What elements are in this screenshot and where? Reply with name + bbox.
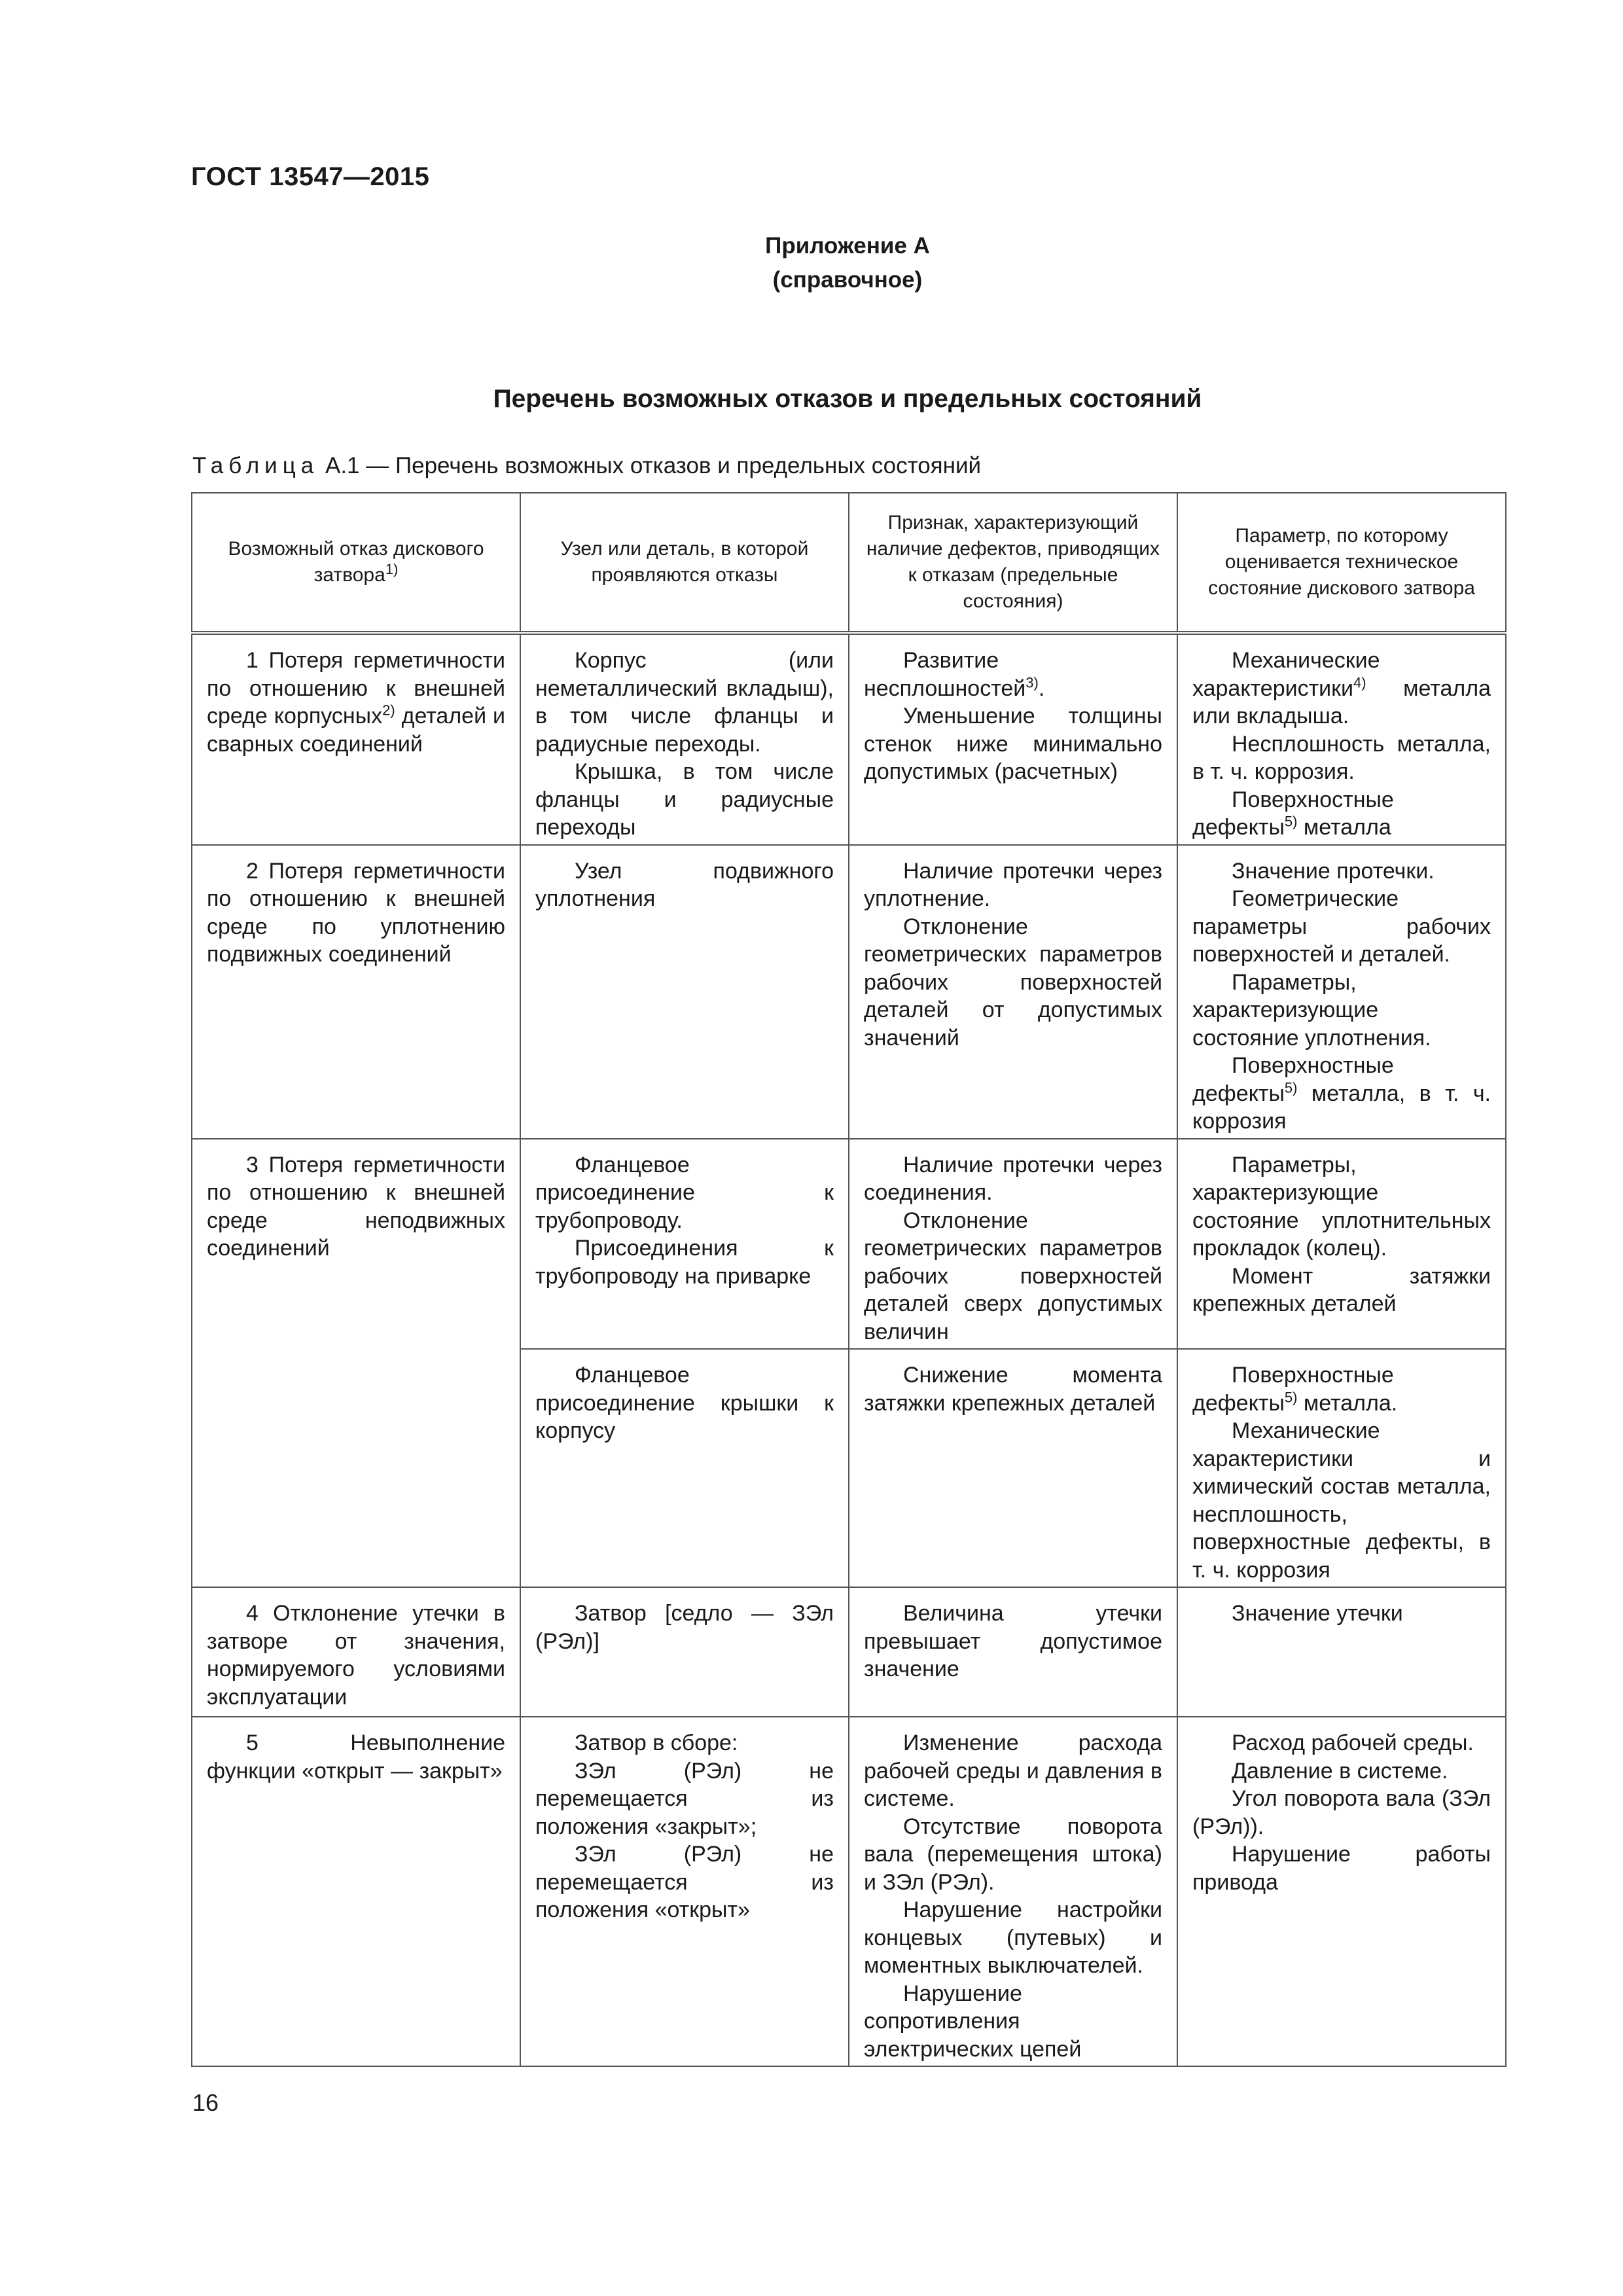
cell-sign: Снижение момента затяжки крепежных деталей [849, 1349, 1177, 1587]
page-number: 16 [192, 2089, 219, 2116]
table-header-row [192, 493, 1506, 633]
cell-sign: Наличие протечки через соединения. Отклонение геометрических параметров рабочих поверхностей деталей сверх допустимых величин [849, 1139, 1177, 1350]
appendix-heading [0, 229, 1623, 297]
cell-sign: Изменение расхода рабочей среды и давления в системе. Отсутствие поворота вала (перемещения штока) и ЗЭл (РЭл). Нарушение настройки концевых (путевых) и моментных выключателей. Нарушение сопротивления электрических цепей [849, 1717, 1177, 2066]
header-sign: Признак, характеризующий наличие дефектов, приводящих к отказам (предельные состояния) [849, 493, 1177, 633]
header-unit: Узел или деталь, в которой проявляются отказы [520, 493, 849, 633]
cell-sign: Наличие протечки через уплотнение. Отклонение геометрических параметров рабочих поверхностей деталей от допустимых значений [849, 845, 1177, 1139]
header-failure-text: Возможный отказ дискового затвора [228, 538, 484, 586]
cell-unit: Затвор [седло — ЗЭл (РЭл)] [520, 1587, 849, 1717]
cell-parameter: Поверхностные дефекты$^{5)}$ металла. Механические характеристики и химический состав металла, несплошность, поверхностные дефекты, в т. ч. коррозия [1177, 1349, 1506, 1587]
section-title: Перечень возможных отказов и предельных состояний [493, 385, 1202, 413]
table-caption-text: А.1 — Перечень возможных отказов и предельных состояний [325, 453, 982, 478]
table-caption-label: Таблица [192, 453, 319, 478]
cell-failure: 3 Потеря герметичности по отношению к внешней среде неподвижных соединений [192, 1139, 520, 1588]
table-caption [192, 453, 981, 479]
cell-failure: 5 Невыполнение функции «открыт — закрыт» [192, 1717, 520, 2066]
failures-table [191, 492, 1507, 2067]
cell-unit: Узел подвижного уплотнения [520, 845, 849, 1139]
cell-unit: Корпус (или неметаллический вкладыш), в том числе фланцы и радиусные переходы. Крышка, в том числе фланцы и радиусные переходы [520, 633, 849, 845]
cell-failure: 4 Отклонение утечки в затворе от значения, нормируемого условиями эксплуатации [192, 1587, 520, 1717]
table-row [192, 1587, 1506, 1717]
table-row [192, 1139, 1506, 1350]
cell-sign: Развитие несплошностей$^{3)}$. Уменьшение толщины стенок ниже минимально допустимых (расчетных) [849, 633, 1177, 845]
header-failure [192, 493, 520, 633]
cell-failure: 1 Потеря герметичности по отношению к внешней среде корпусных$^{2)}$ деталей и сварных соединений [192, 633, 520, 845]
appendix-title: Приложение А [765, 233, 930, 259]
cell-parameter: Механические характеристики$^{4)}$ металла или вкладыша. Несплошность металла, в т. ч. коррозия. Поверхностные дефекты$^{5)}$ металла [1177, 633, 1506, 845]
cell-parameter: Значение утечки [1177, 1587, 1506, 1717]
footnote-mark: 1) [385, 561, 399, 577]
cell-parameter: Параметры, характеризующие состояние уплотнительных прокладок (колец). Момент затяжки крепежных деталей [1177, 1139, 1506, 1350]
cell-sign: Величина утечки превышает допустимое значение [849, 1587, 1177, 1717]
document-code: ГОСТ 13547—2015 [191, 162, 430, 191]
cell-unit: Фланцевое присоединение к трубопроводу. Присоединения к трубопроводу на приварке [520, 1139, 849, 1350]
cell-unit: Затвор в сборе: ЗЭл (РЭл) не перемещается из положения «закрыт»; ЗЭл (РЭл) не перемещается из положения «открыт» [520, 1717, 849, 2066]
cell-parameter: Расход рабочей среды. Давление в системе. Угол поворота вала (ЗЭл (РЭл)). Нарушение работы привода [1177, 1717, 1506, 2066]
cell-unit: Фланцевое присоединение крышки к корпусу [520, 1349, 849, 1587]
header-parameter: Параметр, по которому оценивается техническое состояние дискового затвора [1177, 493, 1506, 633]
appendix-subtitle: (справочное) [772, 267, 923, 293]
table-row [192, 845, 1506, 1139]
table-row [192, 633, 1506, 845]
cell-failure: 2 Потеря герметичности по отношению к внешней среде по уплотнению подвижных соединений [192, 845, 520, 1139]
cell-parameter: Значение протечки. Геометрические параметры рабочих поверхностей и деталей. Параметры, характеризующие состояние уплотнения. Поверхностные дефекты$^{5)}$ металла, в т. ч. коррозия [1177, 845, 1506, 1139]
table-row [192, 1717, 1506, 2066]
